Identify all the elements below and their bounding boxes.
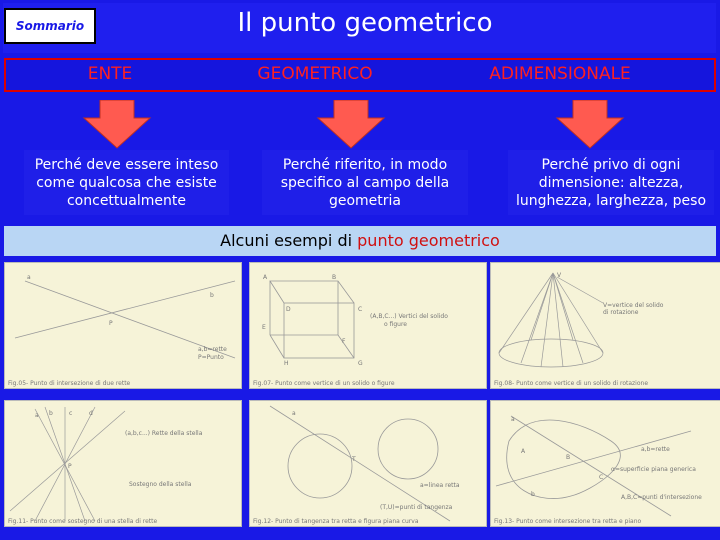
description-line: concettualmente [66,192,186,209]
label: b [531,491,535,498]
label: V [557,272,562,279]
header-word-geometrico: GEOMETRICO [257,64,373,84]
label: A [263,274,268,281]
label: F [342,338,346,345]
label: (T,U)=punti di tangenza [380,504,453,511]
label: a [292,410,296,417]
label: (A,B,C...) Vertici del solido [370,313,448,320]
description-adimensionale [508,150,714,215]
label: Sostegno della stella [129,481,192,488]
page-title: Il punto geometrico [237,8,493,38]
description-line: Perché riferito, in modo [282,156,448,173]
label: V=vertice del solido [603,302,664,309]
figure-panel-solid-vertex [249,262,487,389]
figure-panel-star-lines [4,400,242,527]
description-ente [24,150,229,215]
figure-caption: Fig.11- Punto come sostegno di una stella di rette [8,518,158,525]
description-geometrico [262,150,468,215]
label: B [332,274,337,281]
figure-panel-cone [490,262,720,389]
label: P [68,463,72,470]
figure-caption: Fig.05- Punto di intersezione di due rette [8,380,131,387]
description-line: Perché privo di ogni [541,156,681,173]
label: a [27,274,31,281]
label: a,b=rette [198,346,227,353]
label: b [210,292,214,299]
figure-panel-plane [490,400,720,527]
figure-panel-intersection [4,262,242,389]
down-arrow-icon [316,100,386,150]
label: P [109,320,113,327]
figure-caption: Fig.07- Punto come vertice di un solido o figure [253,380,395,387]
label: B [566,454,571,461]
label: a [511,416,515,423]
examples-highlight: punto geometrico [357,231,500,250]
figure-caption: Fig.12- Punto di tangenza tra retta e figura piana curva [253,518,419,525]
label: C [358,306,363,313]
label: c [69,410,73,417]
label: α=superficie piana generica [611,466,696,473]
description-line: geometria [328,192,401,209]
label: di rotazione [603,309,639,316]
header-word-adimensionale: ADIMENSIONALE [489,64,631,84]
label: H [284,360,289,367]
label: a=linea retta [420,482,460,489]
figure-panel-tangent [249,400,487,527]
examples-heading [4,231,716,250]
header-word-ente: ENTE [87,64,133,84]
description-line: specifico al campo della [280,174,450,191]
label: C [599,474,604,481]
label: A [521,448,526,455]
down-arrow-icon [82,100,152,150]
label: E [262,324,266,331]
description-line: Perché deve essere inteso [34,156,219,173]
description-line: dimensione: altezza, [538,174,684,191]
label: a,b=rette [641,446,670,453]
label: A,B,C=punti d'intersezione [621,494,702,501]
label: D [286,306,291,313]
summary-button[interactable]: Sommario [4,8,96,44]
label: o figure [384,321,407,328]
figure-caption: Fig.08- Punto come vertice di un solido di rotazione [494,380,649,387]
label: T [352,456,356,463]
label: P=Punto [198,354,224,361]
description-line: lunghezza, larghezza, peso [515,192,707,209]
label: d [89,410,93,417]
label: a [35,412,39,419]
examples-prefix: Alcuni esempi di [220,231,358,250]
down-arrow-icon [555,100,625,150]
label: G [358,360,363,367]
description-line: come qualcosa che esiste [36,174,217,191]
figure-caption: Fig.13- Punto come intersezione tra retta e piano [494,518,642,525]
label: b [49,410,53,417]
label: (a,b,c...) Rette della stella [125,430,203,437]
